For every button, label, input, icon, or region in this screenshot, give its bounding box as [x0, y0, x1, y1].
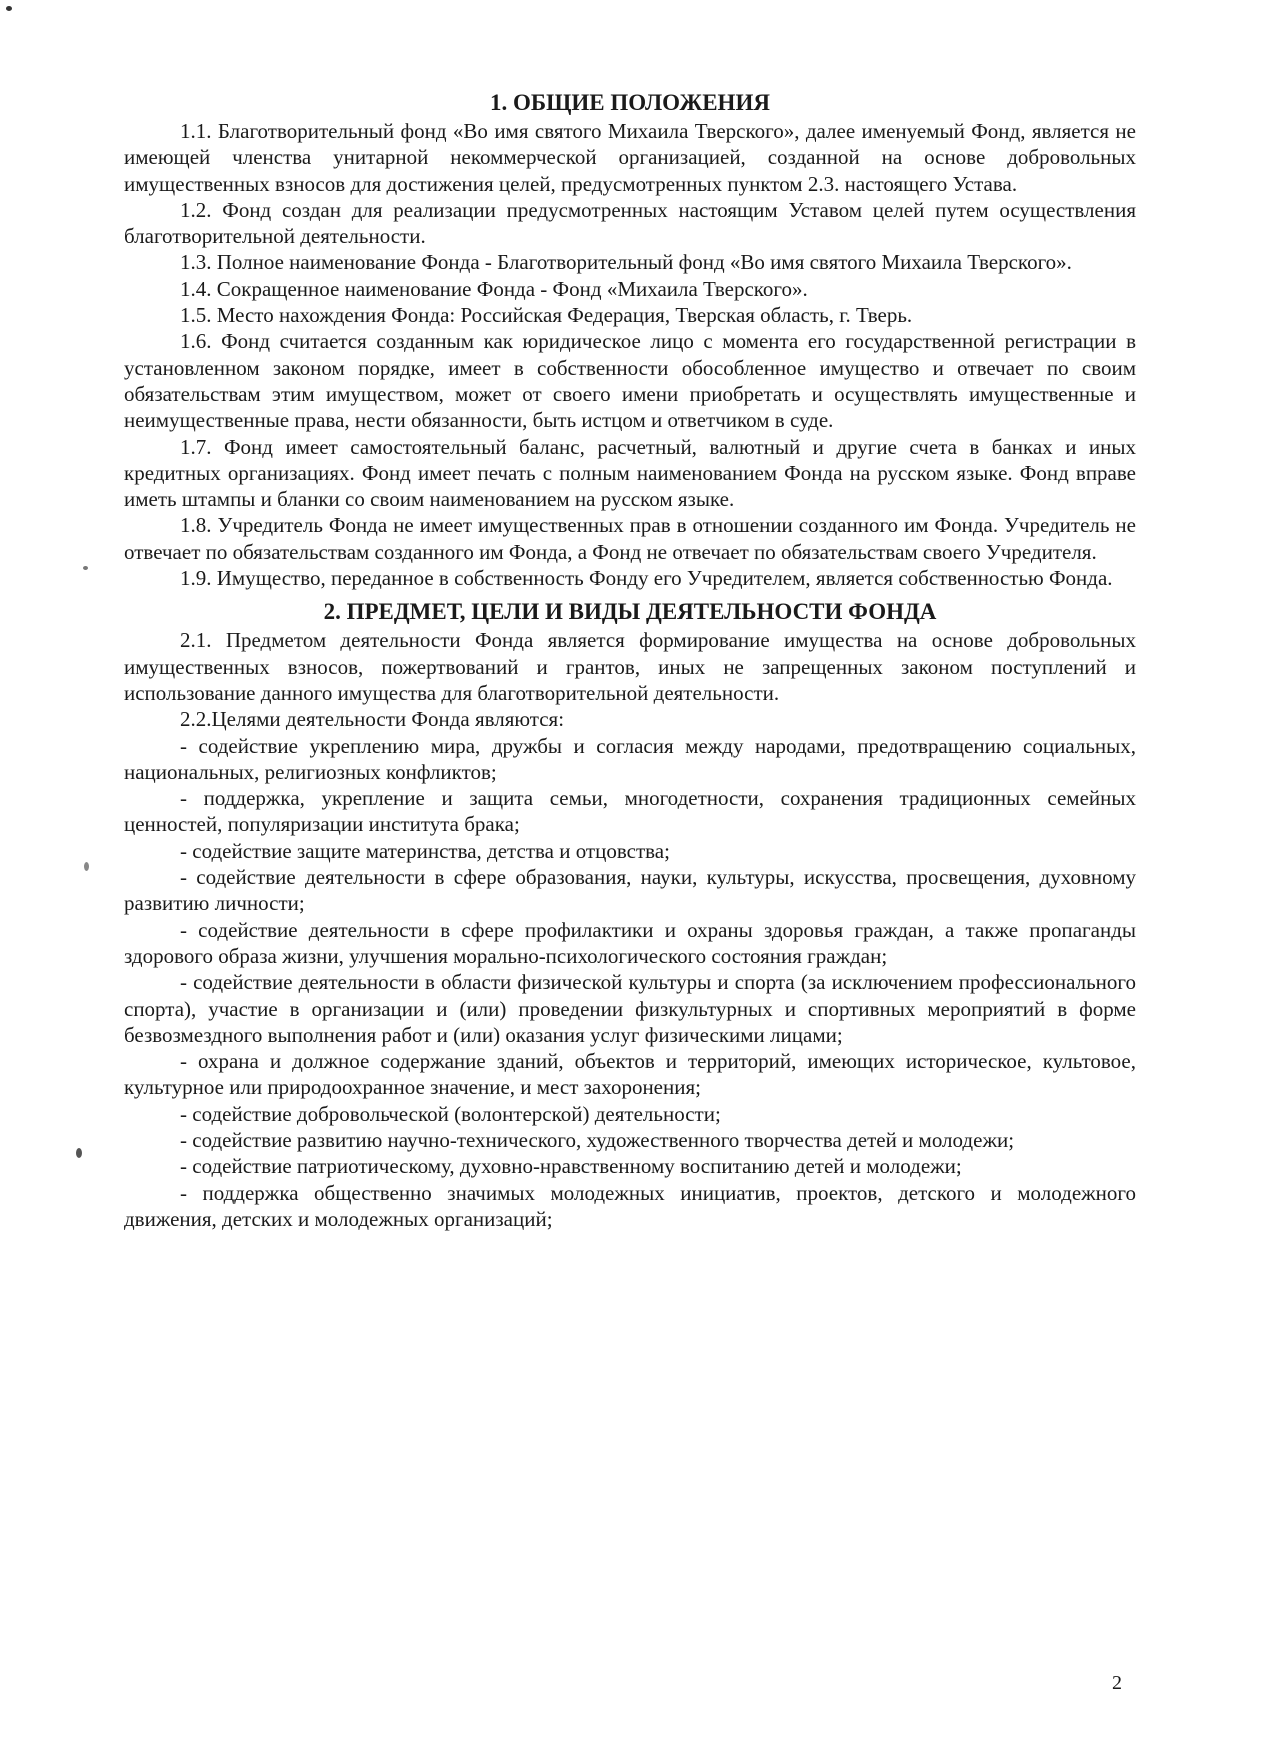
goal-item: - охрана и должное содержание зданий, объектов и территорий, имеющих историческое, культовое, культурное или природоохранное значение, и мест захоронения;	[124, 1049, 1136, 1100]
clause-1-2: 1.2. Фонд создан для реализации предусмотренных настоящим Уставом целей путем осуществления благотворительной деятельности.	[124, 197, 1136, 249]
goal-item: - содействие деятельности в сфере профилактики и охраны здоровья граждан, а также пропаганды здорового образа жизни, улучшения морально-психологического состояния граждан;	[124, 917, 1136, 968]
goal-item: - содействие добровольческой (волонтерской) деятельности;	[180, 1101, 721, 1126]
page-number: 2	[1112, 1672, 1122, 1694]
clause-2-1: 2.1. Предметом деятельности Фонда является формирование имущества на основе добровольных имущественных взносов, пожертвований и грантов, иных не запрещенных законом поступлений и использование данного имущества для благотворительной деятельности.	[124, 628, 1136, 705]
section-1-body	[124, 118, 1136, 591]
clause-1-8: 1.8. Учредитель Фонда не имеет имущественных прав в отношении созданного им Фонда. Учредитель не отвечает по обязательствам созданного им Фонда, а Фонд не отвечает по обязательствам своего Учредителя.	[124, 513, 1136, 564]
goal-item: - содействие развитию научно-технического, художественного творчества детей и молодежи;	[180, 1127, 1015, 1152]
clause-1-1: 1.1. Благотворительный фонд «Во имя святого Михаила Тверского», далее именуемый Фонд, является не имеющей членства унитарной некоммерческой организацией, созданной на основе добровольных имущественных взносов для достижения целей, предусмотренных пунктом 2.3. настоящего Устава.	[124, 119, 1136, 196]
clause-1-6: 1.6. Фонд считается созданным как юридическое лицо с момента его государственной регистрации в установленном законом порядке, имеет в собственности обособленное имущество и отвечает по своим обязательствам этим имуществом, может от своего имени приобретать и осуществлять имущественные и неимущественные права, нести обязанности, быть истцом и ответчиком в суде.	[124, 329, 1136, 433]
goal-item: - содействие защите материнства, детства и отцовства;	[180, 838, 670, 863]
document-page	[124, 88, 1136, 1232]
clause-1-9: 1.9. Имущество, переданное в собственность Фонду его Учредителем, является собственностью Фонда.	[180, 566, 1113, 591]
clause-1-4: 1.4. Сокращенное наименование Фонда - Фонд «Михаила Тверского».	[180, 276, 808, 301]
goal-item: - содействие деятельности в сфере образования, науки, культуры, искусства, просвещения, духовному развитию личности;	[124, 865, 1136, 916]
section-1-heading: 1. ОБЩИЕ ПОЛОЖЕНИЯ	[490, 90, 770, 115]
clause-2-2: 2.2.Целями деятельности Фонда являются:	[180, 707, 565, 732]
goal-item: - поддержка общественно значимых молодежных инициатив, проектов, детского и молодежного движения, детских и молодежных организаций;	[124, 1180, 1136, 1231]
goal-item: - содействие деятельности в области физической культуры и спорта (за исключением профессионального спорта), участие в организации и (или) проведении физкультурных и спортивных мероприятий в форме безвозмездного выполнения работ и (или) оказания услуг физическими лицами;	[124, 970, 1136, 1047]
clause-1-7: 1.7. Фонд имеет самостоятельный баланс, расчетный, валютный и другие счета в банках и иных кредитных организациях. Фонд имеет печать с полным наименованием Фонда на русском языке. Фонд вправе иметь штампы и бланки со своим наименованием на русском языке.	[124, 434, 1136, 512]
goal-item: - поддержка, укрепление и защита семьи, многодетности, сохранения традиционных семейных ценностей, популяризации института брака;	[124, 786, 1136, 837]
section-2-body	[124, 627, 1136, 1232]
clause-1-3: 1.3. Полное наименование Фонда - Благотворительный фонд «Во имя святого Михаила Тверского».	[180, 250, 1072, 275]
section-2-heading: 2. ПРЕДМЕТ, ЦЕЛИ И ВИДЫ ДЕЯТЕЛЬНОСТИ ФОНДА	[323, 599, 937, 625]
clause-1-5: 1.5. Место нахождения Фонда: Российская Федерация, Тверская область, г. Тверь.	[180, 303, 913, 328]
goal-item: - содействие патриотическому, духовно-нравственному воспитанию детей и молодежи;	[180, 1154, 962, 1179]
goal-item: - содействие укреплению мира, дружбы и согласия между народами, предотвращению социальных, национальных, религиозных конфликтов;	[124, 733, 1136, 784]
